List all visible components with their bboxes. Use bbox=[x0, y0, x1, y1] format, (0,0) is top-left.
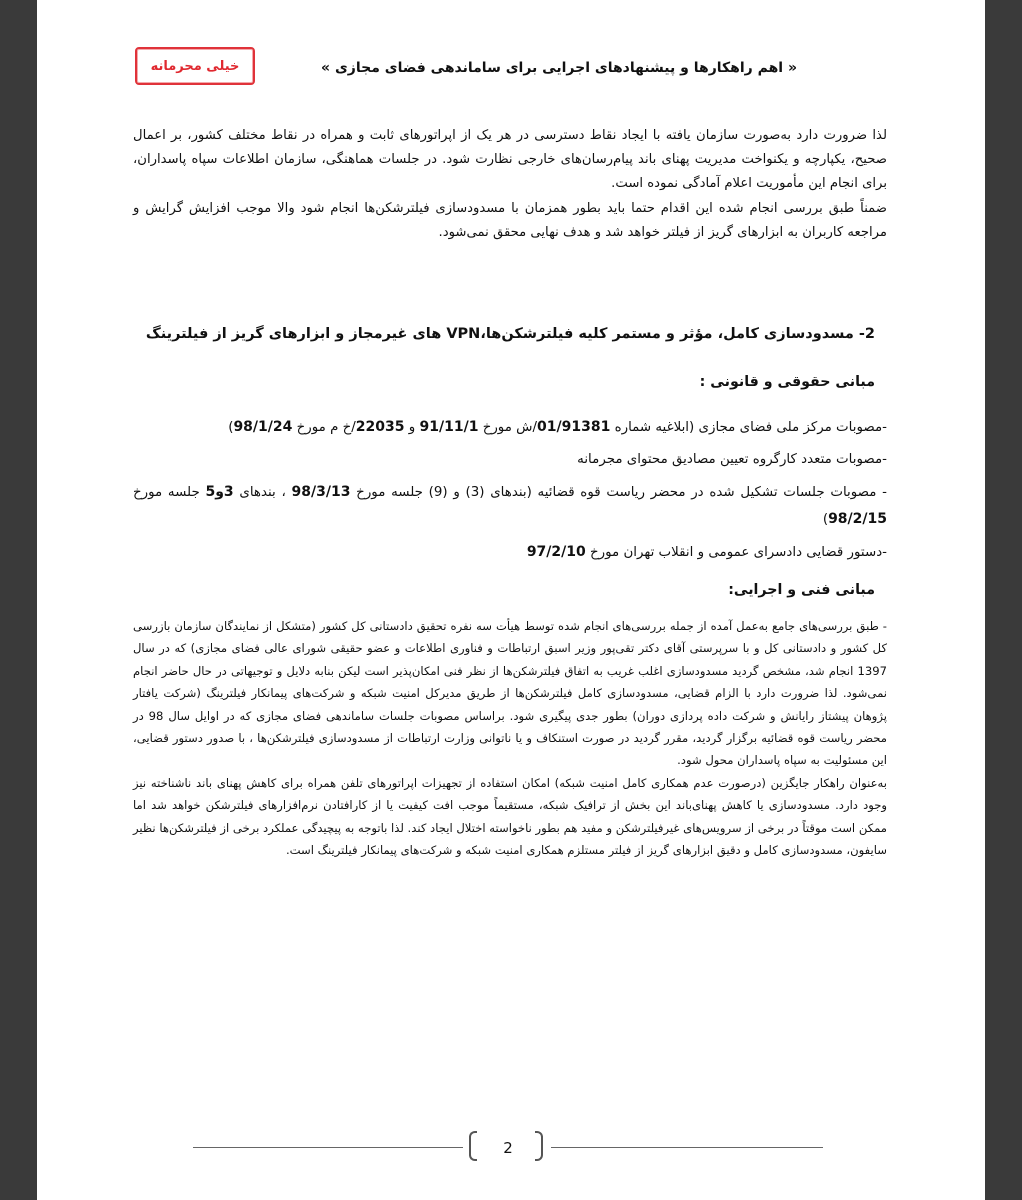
list-item: -مصوبات مرکز ملی فضای مجازی (ابلاغیه شماره 01/91381/ش مورخ 91/11/1 و 22035/خ م مورخ 98/1/24) bbox=[228, 419, 887, 435]
legal-basis-list bbox=[133, 414, 887, 572]
tech-paragraph: - طبق بررسی‌های جامع به‌عمل آمده از جمله بررسی‌های انجام شده توسط هیأت سه نفره تحقیق دادستانی کل کشور (متشکل از نمایندگان سازمان بازرسی کل کشور و دادستانی کل و با سرپرستی آقای دکتر تقی‌پور وزیر اسبق ارتباطات و فناوری اطلاعات و عضو حقیقی شورای عالی فضای مجازی) که در سال 1397 انجام شد، مشخص گردید مسدودسازی اغلب غریب به اتفاق فیلترشکن‌ها از نظر فنی امکان‌پذیر است لیکن بنابه دلایل و توجیهاتی در حال حاضر انجام نمی‌شود. لذا ضرورت دارد با الزام قضایی، مسدودسازی کامل فیلترشکن‌ها از طریق مدیرکل امنیت شبکه و شرکت‌های پیمانکار فیلترینگ (شرکت یافتار پژوهان پیشتاز رایانش و شرکت داده پردازی دوران) بطور جدی پیگیری شود. براساس مصوبات جلسات ساماندهی فضای مجازی که در اوایل سال 98 در محضر ریاست قوه قضائیه برگزار گردید، مقرر گردید در صورت استنکاف و یا ناتوانی وزارت ارتباطات از مسدودسازی فیلترشکن‌ها ، با صدور دستور قضایی، این مسئولیت به سپاه پاسداران محول شود. bbox=[133, 619, 887, 768]
tech-paragraph: به‌عنوان راهکار جایگزین (درصورت عدم همکاری کامل امنیت شبکه) امکان استفاده از تجهیزات اپراتورهای تلفن همراه برای کاهش پهنای باند ناشناخته نیز وجود دارد. مسدودسازی یا کاهش پهنای‌باند این بخش از ترافیک شبکه، مستقیماً موجب افت کیفیت یا از کارافتادن نرم‌افزارهای فیلترشکن خواهد شد اما ممکن است موقتاً در برخی از سرویس‌های غیرفیلترشکن و مفید هم بطور ناخواسته اختلال ایجاد کند. لذا باتوجه به پیچیدگی عملکرد برخی از فیلترشکن‌ها نظیر سایفون، مسدودسازی کامل و دقیق ابزارهای گریز از فیلتر مستلزم همکاری امنیت شبکه و شرکت‌های پیمانکار فیلترینگ است. bbox=[133, 775, 887, 858]
technical-basis-text bbox=[133, 615, 887, 861]
technical-basis-heading: مبانی فنی و اجرایی: bbox=[728, 582, 875, 598]
legal-basis-heading: مبانی حقوقی و قانونی : bbox=[699, 374, 875, 390]
intro-paragraph: لذا ضرورت دارد به‌صورت سازمان یافته با ایجاد نقاط دسترسی در هر یک از اپراتورهای ثابت و همراه در نقاط مختلف کشور، بر اعمال صحیح، یکپارچه و یکنواخت مدیریت پهنای باند پیام‌رسان‌های خارجی نظارت شود. در جلسات هماهنگی، سازمان اطلاعات سپاه پاسداران، برای انجام این مأموریت اعلام آمادگی نموده است. bbox=[133, 128, 887, 192]
intro-paragraph: ضمناً طبق بررسی انجام شده این اقدام حتما باید بطور همزمان با مسدودسازی فیلترشکن‌ها انجام شود والا موجب افزایش گرایش و مراجعه کاربران به ابزارهای گریز از فیلتر خواهد شد و هدف نهایی محقق نمی‌شود. bbox=[133, 200, 887, 240]
classification-stamp bbox=[135, 47, 255, 85]
list-item: - مصوبات جلسات تشکیل شده در محضر ریاست قوه قضائیه (بندهای (3) و (9) جلسه مورخ 98/3/13 ، بندهای 3و5 جلسه مورخ 98/2/15) bbox=[133, 484, 887, 527]
footer-rule-left bbox=[193, 1147, 463, 1148]
classification-label: خیلی محرمانه bbox=[150, 58, 240, 74]
list-item: -مصوبات متعدد کارگروه تعیین مصادیق محتوای مجرمانه bbox=[577, 452, 887, 467]
header-title: « اهم راهکارها و پیشنهادهای اجرایی برای ساماندهی فضای مجازی » bbox=[321, 60, 797, 76]
list-item: -دستور قضایی دادسرای عمومی و انقلاب تهران مورخ 97/2/10 bbox=[526, 544, 887, 560]
document-page bbox=[37, 0, 985, 1200]
page-number: 2 bbox=[503, 1139, 513, 1157]
intro-text bbox=[133, 124, 887, 245]
section-heading: 2- مسدودسازی کامل، مؤثر و مستمر کلیه فیلترشکن‌ها،VPN های غیرمجاز و ابزارهای گریز از فیلترینگ bbox=[145, 326, 875, 342]
footer-rule-right bbox=[551, 1147, 823, 1148]
